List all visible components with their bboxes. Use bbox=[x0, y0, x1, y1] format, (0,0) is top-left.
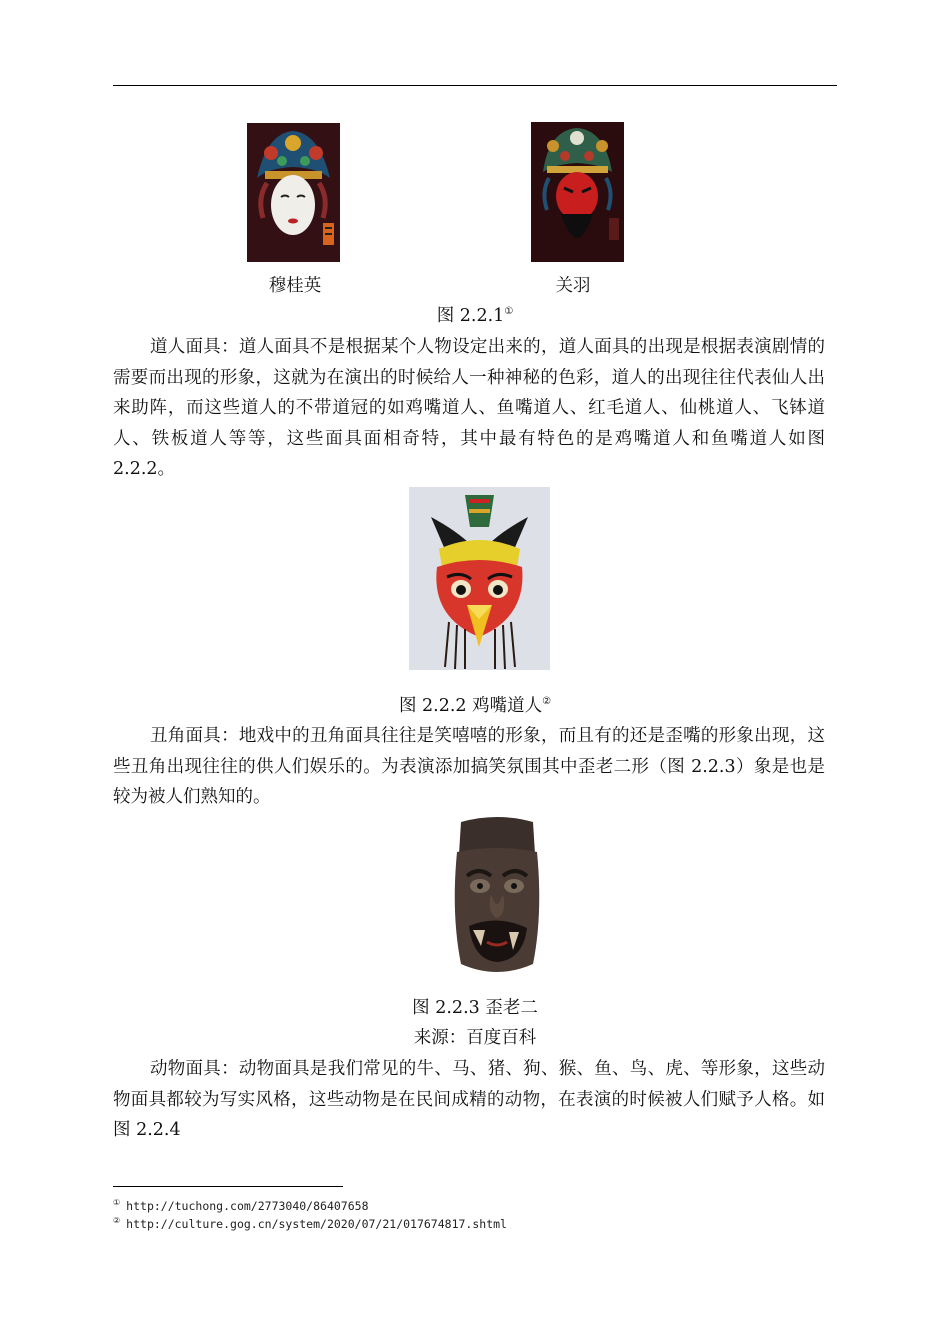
mask-mu-guiying-image bbox=[247, 123, 340, 262]
figure-caption-2-2-3: 图 2.2.3 歪老二 bbox=[412, 998, 538, 1018]
figure-caption-2-2-2 bbox=[113, 696, 837, 716]
footnote-1 bbox=[113, 1196, 369, 1213]
figure-label-guan-yu: 关羽 bbox=[555, 276, 591, 296]
mask-guan-yu-image bbox=[531, 122, 624, 262]
mask-wai-lao-er-image bbox=[447, 814, 547, 980]
caption-text: 图 2.2.1 bbox=[436, 306, 505, 326]
paragraph-animal-mask: 动物面具：动物面具是我们常见的牛、马、猪、狗、猴、鱼、鸟、虎、等形象，这些动物面具都较为写实风格，这些动物是在民间成精的动物，在表演的时候被人们赋予人格。如图 2.2.4 bbox=[113, 1059, 825, 1140]
paragraph-daoren-mask: 道人面具：道人面具不是根据某个人物设定出来的，道人面具的出现是根据表演剧情的需要而出现的形象，这就为在演出的时候给人一种神秘的色彩，道人的出现往往代表仙人出来助阵，而这些道人的不带道冠的如鸡嘴道人、鱼嘴道人、红毛道人、仙桃道人、飞钵道人、铁板道人等等，这些面具面相奇特，其中最有特色的是鸡嘴道人和鱼嘴道人如图 2.2.2。 bbox=[113, 337, 825, 479]
footnote-marker: ② bbox=[113, 1216, 121, 1225]
paragraph-choujiao-mask: 丑角面具：地戏中的丑角面具往往是笑嘻嘻的形象，而且有的还是歪嘴的形象出现，这些丑角出现往往的供人们娱乐的。为表演添加搞笑氛围其中歪老二形（图 2.2.3）象是也是较为被人们熟知的。 bbox=[113, 726, 825, 807]
footnote-ref: ② bbox=[542, 696, 552, 708]
mask-jizui-daoren-image bbox=[409, 487, 550, 670]
footnote-url: http://culture.gog.cn/system/2020/07/21/017674817.shtml bbox=[126, 1216, 507, 1231]
figure-source: 来源：百度百科 bbox=[413, 1028, 537, 1048]
footnote-url: http://tuchong.com/2773040/86407658 bbox=[126, 1198, 369, 1213]
footnote-ref: ① bbox=[504, 306, 514, 318]
figure-label-mu-guiying: 穆桂英 bbox=[268, 276, 322, 296]
header-rule bbox=[113, 85, 837, 86]
footnote-2 bbox=[113, 1214, 507, 1231]
footnote-marker: ① bbox=[113, 1198, 121, 1207]
caption-text: 图 2.2.2 鸡嘴道人 bbox=[398, 696, 543, 716]
footnote-separator bbox=[113, 1186, 343, 1187]
figure-caption-2-2-1 bbox=[113, 306, 837, 326]
